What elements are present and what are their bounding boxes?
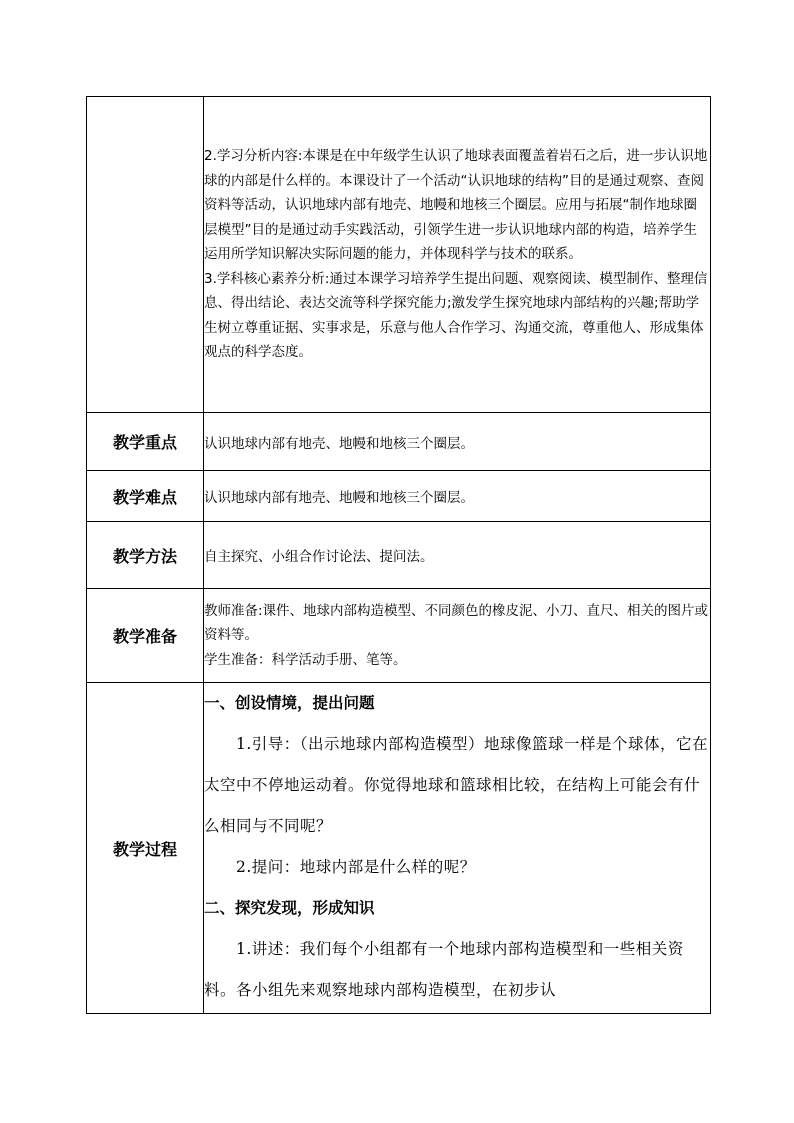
empty-label-cell xyxy=(87,97,204,413)
difficulties-label: 教学难点 xyxy=(87,471,204,522)
section-heading-1: 一、创设情境，提出问题 xyxy=(204,694,375,712)
learning-analysis-paragraph: 2.学习分析内容:本课是在中年级学生认识了地球表面覆盖着岩石之后，进一步认识地球的内部是什么样的。本课设计了一个活动“认识地球的结构”目的是通过观察、查阅资料等活动，认识地球内部有地壳、地幔和地核三个圈层。应用与拓展“制作地球圈层模型”目的是通过动手实践活动，引领学生进一步认识地球内部的构造，培养学生运用所学知识解决实际问题的能力，并体现科学与技术的联系。 xyxy=(204,148,708,263)
section-heading-2: 二、探究发现，形成知识 xyxy=(204,899,375,917)
student-preparation: 学生准备：科学活动手册、笔等。 xyxy=(204,651,407,668)
difficulties-text: 认识地球内部有地壳、地幔和地核三个圈层。 xyxy=(204,471,711,522)
key-points-label: 教学重点 xyxy=(87,413,204,471)
table-row-key-points xyxy=(87,413,711,471)
process-item-question: 2.提问：地球内部是什么样的呢？ xyxy=(236,858,476,876)
lesson-plan-table xyxy=(86,96,711,1014)
table-row-difficulties xyxy=(87,471,711,522)
process-label: 教学过程 xyxy=(87,683,204,1014)
table-row-preparation xyxy=(87,589,711,683)
table-row-analysis xyxy=(87,97,711,413)
methods-text: 自主探究、小组合作讨论法、提问法。 xyxy=(204,522,711,589)
key-points-text: 认识地球内部有地壳、地幔和地核三个圈层。 xyxy=(204,413,711,471)
table-row-methods xyxy=(87,522,711,589)
preparation-label: 教学准备 xyxy=(87,589,204,683)
process-item-guide: 1.引导：（出示地球内部构造模型）地球像篮球一样是个球体，它在太空中不停地运动着。你觉得地球和篮球相比较，在结构上可能会有什么相同与不同呢？ xyxy=(204,735,709,835)
methods-label: 教学方法 xyxy=(87,522,204,589)
teacher-preparation: 教师准备:课件、地球内部构造模型、不同颜色的橡皮泥、小刀、直尺、相关的图片或资料等。 xyxy=(204,602,709,644)
table-row-process xyxy=(87,683,711,1014)
core-literacy-paragraph: 3.学科核心素养分析:通过本课学习培养学生提出问题、观察阅读、模型制作、整理信息、得出结论、表达交流等科学探究能力;激发学生探究地球内部结构的兴趣;帮助学生树立尊重证据、实事求是，乐意与他人合作学习、沟通交流，尊重他人、形成集体观点的科学态度。 xyxy=(204,270,708,361)
preparation-cell xyxy=(204,589,711,683)
process-item-explain: 1.讲述：我们每个小组都有一个地球内部构造模型和一些相关资料。各小组先来观察地球内部构造模型，在初步认 xyxy=(204,940,684,999)
process-cell xyxy=(204,683,711,1014)
analysis-cell xyxy=(204,97,711,413)
